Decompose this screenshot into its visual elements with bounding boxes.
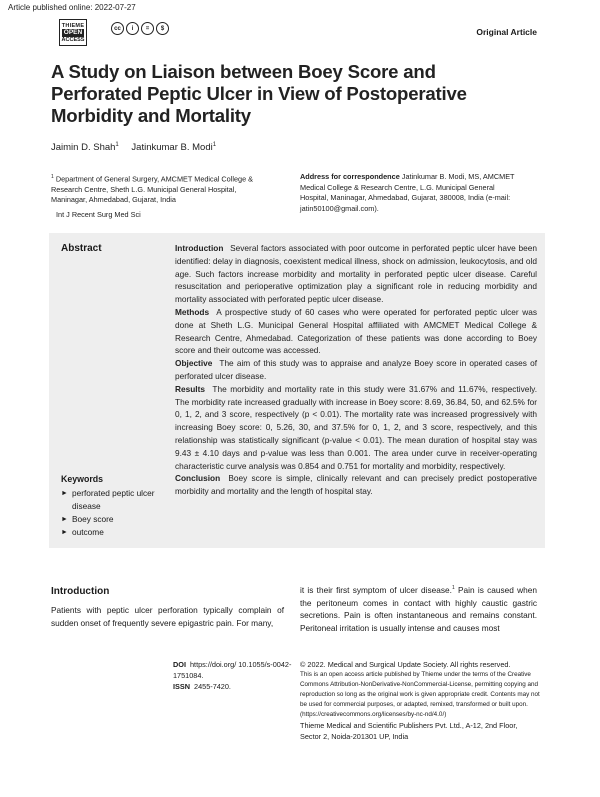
section-text: The aim of this study was to appraise and analyze Boey score in operated cases of perforated ulcer disease. xyxy=(175,358,537,381)
keywords-list xyxy=(61,487,167,539)
affiliation-text: Department of General Surgery, AMCMET Medical College & Research Centre, Sheth L.G. Municipal General Hospital, Maninagar, Ahmedabad, Gujarat, India xyxy=(51,174,254,205)
abstract-methods xyxy=(175,306,537,357)
copyright-line: © 2022. Medical and Surgical Update Society. All rights reserved. xyxy=(300,660,511,669)
keyword-item xyxy=(61,487,167,513)
abstract-heading: Abstract xyxy=(61,243,102,254)
author-affiliation-mark: 1 xyxy=(212,142,217,148)
section-label: Objective xyxy=(175,358,213,369)
author-name: Jaimin D. Shah xyxy=(51,142,116,154)
keyword-text: Boey score xyxy=(72,514,114,524)
section-text: The morbidity and mortality rate in this study were 31.67% and 11.67%, respectively. The morbidity rate increased gradually with increase in Boey score: 8.69, 36.84, 50, and 62.5% for 0, 1, 2, and 3 score, respectively (p < 0.01). The mortality rate was increased progressively with increasing Boey score: 0, 5.26, 30, and 37.5% for 0, 1, 2, and 3 score, respectively, and this relationship was statistically significant (p-value < 0.01). The mean duration of hospital stay was 9.43 ± 4.10 days and p-value was less than 0.001. The area under curve in receiver-operating characteristic curve analysis was 0.854 and 0.751 for mortality and morbidity, respectively. xyxy=(175,383,538,471)
paper-title: A Study on Liaison between Boey Score and Perforated Peptic Ulcer in View of Postoperative Morbidity and Mortality xyxy=(51,61,467,126)
keyword-text: perforated peptic ulcer disease xyxy=(72,488,155,511)
abstract-body xyxy=(175,242,537,498)
section-text: A prospective study of 60 cases who were operated for perforated peptic ulcer was done at Sheth L.G. Municipal General Hospital affiliated with AMCMET Medical College & Research Centre, Ahmedabad. Categorization of these patients was done according to Boey score and their outcome was accessed. xyxy=(175,306,537,356)
doi-block xyxy=(173,659,293,692)
issn-line xyxy=(173,681,293,692)
nd-icon: = xyxy=(141,22,154,35)
thieme-open-access-logo xyxy=(59,19,87,46)
license-text: This is an open access article published by Thieme under the terms of the Creative Commons Attribution-NonDerivative-NonCommercial-License, permitting copying and reproduction so long as the original work is given appropriate credit. Contents may not be used for commercial purposes, or adapted, remixed, transformed or built upon. (https://creativecommons.org/licenses/by-nc-nd/4.0/) xyxy=(300,671,540,718)
logo-mid-text: OPEN xyxy=(63,28,83,36)
section-label: Conclusion xyxy=(175,473,221,484)
by-icon: i xyxy=(126,22,139,35)
license-icons xyxy=(111,22,169,35)
section-label: Introduction xyxy=(175,243,224,253)
publisher-address: Thieme Medical and Scientific Publishers Pvt. Ltd., A-12, 2nd Floor, Sector 2, Noida-201301 UP, India xyxy=(300,721,518,741)
issn-value: 2455-7420. xyxy=(194,682,231,691)
arrow-right-icon: ► xyxy=(61,516,68,523)
journal-name: Int J Recent Surg Med Sci xyxy=(56,210,141,219)
correspondence-label: Address for correspondence xyxy=(300,172,400,181)
affiliation xyxy=(51,172,266,206)
keyword-text: outcome xyxy=(72,527,104,537)
abstract-introduction xyxy=(175,242,537,306)
section-label: Results xyxy=(175,383,205,394)
doi-line xyxy=(173,659,293,681)
intro-text: it is their first symptom of ulcer disease. xyxy=(300,584,452,595)
arrow-right-icon: ► xyxy=(61,529,68,536)
license-block xyxy=(300,659,540,742)
correspondence-text: Jatinkumar B. Modi, MS, AMCMET Medical College & Research Centre, L.G. Municipal General Hospital, Maninagar, Ahmedabad, Gujarat, 380008, India (e-mail: jatin50100@gmail.com). xyxy=(300,172,515,213)
author-affiliation-mark: 1 xyxy=(115,142,119,148)
issn-label: ISSN xyxy=(173,682,191,691)
section-text: Boey score is simple, clinically relevant and can precisely predict postoperative morbidity and mortality and the length of hospital stay. xyxy=(175,473,538,497)
section-text: Several factors associated with poor outcome in perforated peptic ulcer have been identified: delay in diagnosis, coexistent medical illness, shock on admission, leukocytosis, and old age. Such factors increase morbidity and mortality in perforated peptic ulcer disease. Careful resuscitation and perioperative optimization play a significant role in reducing morbidity and mortality associated with perforated peptic ulcer disease. xyxy=(175,243,537,305)
citation-mark: 1 xyxy=(451,585,455,591)
abstract-conclusion xyxy=(175,472,537,498)
intro-text: Pain is caused when the peritoneum comes in contact with highly caustic gastric secretions. Pain is often instantaneous and remains constant. Peritoneal irritation is usually intense and causes most xyxy=(300,584,537,634)
author-name: Jatinkumar B. Modi xyxy=(131,142,213,154)
keyword-item xyxy=(61,526,167,539)
cc-icon: cc xyxy=(111,22,124,35)
introduction-left-column: Patients with peptic ulcer perforation typically complain of sudden onset of frequently severe epigastric pain. For many, xyxy=(51,605,284,628)
introduction-heading: Introduction xyxy=(51,586,110,597)
abstract-objective xyxy=(175,357,537,383)
abstract-results xyxy=(175,383,537,473)
introduction-right-column xyxy=(300,582,537,635)
nc-icon: $ xyxy=(156,22,169,35)
affiliation-mark: 1 xyxy=(51,174,54,180)
arrow-right-icon: ► xyxy=(61,490,68,497)
doi-link[interactable]: https://doi.org/ 10.1055/s-0042-1751084. xyxy=(173,660,292,680)
logo-bottom-text: ACCESS xyxy=(61,36,85,43)
author-list xyxy=(51,142,216,153)
section-label: Methods xyxy=(175,306,210,317)
correspondence xyxy=(300,172,515,214)
doi-label: DOI xyxy=(173,660,186,669)
article-type: Original Article xyxy=(476,27,537,37)
logo-top-text: THIEME xyxy=(61,22,85,29)
keywords-heading: Keywords xyxy=(61,474,104,484)
publication-date: Article published online: 2022-07-27 xyxy=(8,3,136,12)
keyword-item xyxy=(61,513,167,526)
